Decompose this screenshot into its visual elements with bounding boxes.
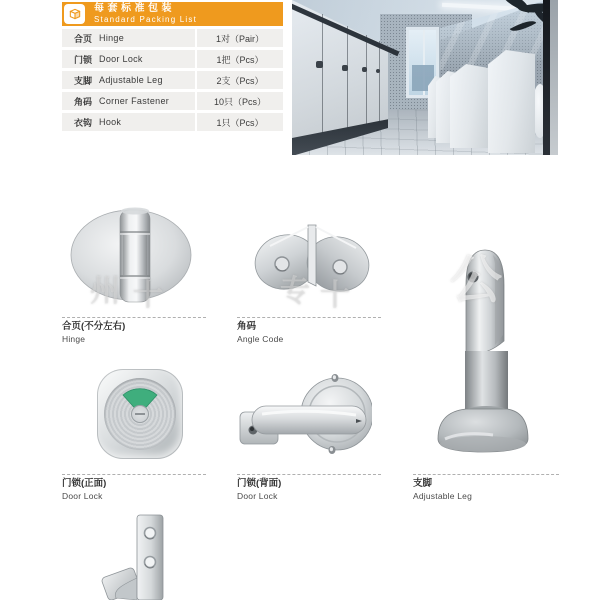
item-name-en: Door Lock <box>99 54 143 64</box>
table-row <box>62 50 283 68</box>
item-qty-cell <box>197 29 283 47</box>
item-name-cell <box>62 50 195 68</box>
table-row <box>62 92 283 110</box>
item-qty-cell <box>197 113 283 131</box>
item-qty-cell <box>197 71 283 89</box>
product-label-door-lock-front <box>62 474 206 500</box>
item-qty: 1把（Pcs） <box>216 54 264 65</box>
item-name-zh: 支脚 <box>74 75 93 86</box>
product-label-adjustable-leg <box>413 474 559 500</box>
item-name-cell <box>62 29 195 47</box>
label-zh: 角码 <box>237 321 257 332</box>
header-title-en: Standard Packing List <box>94 15 198 24</box>
item-qty: 1对（Pair） <box>215 33 264 44</box>
packing-list-header <box>62 2 283 26</box>
label-zh: 门锁(背面) <box>237 478 282 489</box>
watermark-glyph: 州 <box>90 275 120 308</box>
watermark-glyph: 十 <box>320 279 350 312</box>
label-en: Angle Code <box>237 333 284 344</box>
adjustable-leg-product-image <box>433 243 535 455</box>
item-qty: 2支（Pcs） <box>216 75 264 86</box>
item-name-zh: 合页 <box>74 33 93 44</box>
item-name-en: Adjustable Leg <box>99 75 163 85</box>
item-name-cell <box>62 71 195 89</box>
item-name-cell <box>62 113 195 131</box>
label-en: Hinge <box>62 333 86 344</box>
product-label-hinge <box>62 317 206 343</box>
hinge-product-image <box>63 198 203 310</box>
item-qty-cell <box>197 50 283 68</box>
door-lock-front-product-image <box>97 369 183 459</box>
lock-center-knob <box>131 405 149 423</box>
lock-dial-disc <box>104 378 176 450</box>
product-label-angle-code <box>237 317 381 343</box>
photo-right-edge-wall <box>550 0 558 155</box>
item-name-en: Corner Fastener <box>99 96 170 106</box>
photo-dark-edge <box>543 0 550 155</box>
watermark-glyph: 十 <box>133 279 163 312</box>
item-name-en: Hinge <box>99 33 125 43</box>
label-zh: 支脚 <box>413 478 433 489</box>
item-qty: 1只（Pcs） <box>216 117 264 128</box>
label-en: Door Lock <box>237 490 278 501</box>
table-row <box>62 113 283 131</box>
watermark-glyph: 公 <box>450 252 503 310</box>
label-en: Adjustable Leg <box>413 490 473 501</box>
item-name-cell <box>62 92 195 110</box>
label-en: Door Lock <box>62 490 103 501</box>
hook-product-image <box>100 508 180 600</box>
item-name-zh: 角码 <box>74 96 93 107</box>
item-name-en: Hook <box>99 117 122 127</box>
item-qty: 10只（Pcs） <box>213 96 266 107</box>
restroom-photo <box>292 0 558 155</box>
item-name-zh: 门锁 <box>74 54 93 65</box>
item-qty-cell <box>197 92 283 110</box>
door-lock-back-product-image <box>238 366 372 460</box>
angle-code-product-image <box>252 222 372 306</box>
photo-tint-overlay <box>292 0 558 155</box>
label-zh: 合页(不分左右) <box>62 321 126 332</box>
watermark-glyph: 专 <box>280 275 310 308</box>
header-text <box>94 4 197 24</box>
table-row <box>62 29 283 47</box>
header-title-zh: 每套标准包装 <box>94 3 175 14</box>
item-name-zh: 衣钩 <box>74 117 93 128</box>
table-row <box>62 71 283 89</box>
lock-slot <box>135 413 145 415</box>
label-zh: 门锁(正面) <box>62 478 107 489</box>
package-box-icon <box>64 4 85 24</box>
product-label-door-lock-back <box>237 474 381 500</box>
